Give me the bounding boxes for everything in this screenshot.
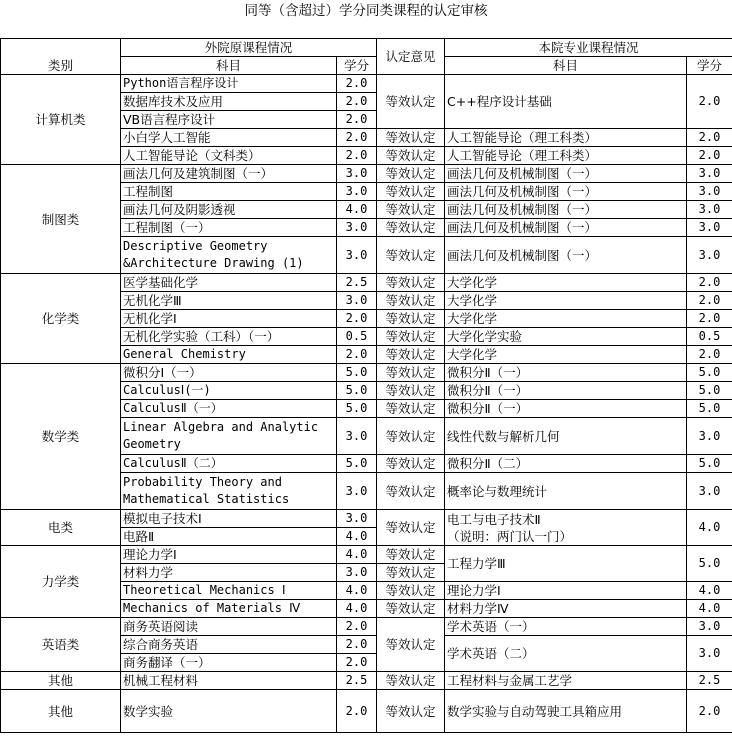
internal-course-cell: 人工智能导论（理工科类） — [445, 129, 687, 147]
external-course-cell: 数据库技术及应用 — [121, 93, 337, 111]
external-course-cell: 商务翻译（一） — [121, 654, 337, 672]
external-course-cell: Probability Theory and Mathematical Statistics — [121, 473, 337, 510]
external-course-cell: 工程制图（一） — [121, 219, 337, 237]
external-course-cell: 人工智能导论（文科类） — [121, 147, 337, 165]
external-group-header: 外院原课程情况 — [121, 39, 377, 57]
internal-course-note: （说明：两门认一门） — [447, 528, 573, 544]
opinion-cell: 等效认定 — [377, 129, 445, 147]
internal-course-cell: 大学化学 — [445, 310, 687, 328]
opinion-cell: 等效认定 — [377, 546, 445, 564]
external-course-cell: 数学实验 — [121, 690, 337, 733]
external-credit-cell: 2.0 — [337, 129, 377, 147]
opinion-cell: 等效认定 — [377, 510, 445, 546]
opinion-cell: 等效认定 — [377, 364, 445, 382]
opinion-cell: 等效认定 — [377, 473, 445, 510]
internal-credit-cell: 3.0 — [687, 183, 732, 201]
external-course-cell: General Chemistry — [121, 346, 337, 364]
external-course-cell: 机械工程材料 — [121, 672, 337, 690]
external-credit-cell: 0.5 — [337, 328, 377, 346]
opinion-cell: 等效认定 — [377, 418, 445, 455]
external-credit-cell: 5.0 — [337, 455, 377, 473]
internal-course-cell: 学术英语（一） — [445, 618, 687, 636]
internal-course-cell: 画法几何及机械制图（一） — [445, 219, 687, 237]
internal-credit-cell: 3.0 — [687, 618, 732, 636]
internal-credit-header: 学分 — [687, 57, 732, 75]
external-course-cell: 微积分Ⅰ（一） — [121, 364, 337, 382]
internal-credit-cell: 3.0 — [687, 473, 732, 510]
external-credit-cell: 3.0 — [337, 292, 377, 310]
internal-course-cell: 微积分Ⅱ（一） — [445, 382, 687, 400]
external-course-cell: 画法几何及阴影透视 — [121, 201, 337, 219]
external-credit-cell: 4.0 — [337, 528, 377, 546]
internal-credit-cell: 3.0 — [687, 165, 732, 183]
internal-credit-cell: 2.5 — [687, 672, 732, 690]
opinion-cell: 等效认定 — [377, 219, 445, 237]
opinion-cell: 等效认定 — [377, 455, 445, 473]
external-course-cell: 无机化学实验（工科）（一） — [121, 328, 337, 346]
external-course-cell: Descriptive Geometry &Architecture Drawing (1) — [121, 237, 337, 274]
internal-course-cell: 微积分Ⅱ（一） — [445, 400, 687, 418]
internal-credit-cell: 2.0 — [687, 310, 732, 328]
internal-credit-cell: 5.0 — [687, 455, 732, 473]
external-credit-cell: 3.0 — [337, 219, 377, 237]
blank-header-cell — [1, 39, 121, 57]
external-credit-cell: 2.0 — [337, 147, 377, 165]
sheet-title: 同等（含超过）学分同类课程的认定审核 — [244, 3, 488, 19]
internal-course-cell: 画法几何及机械制图（一） — [445, 201, 687, 219]
internal-credit-cell: 5.0 — [687, 382, 732, 400]
external-credit-cell: 2.0 — [337, 690, 377, 733]
category-cell: 制图类 — [1, 165, 121, 274]
external-credit-cell: 5.0 — [337, 364, 377, 382]
category-cell: 电类 — [1, 510, 121, 546]
internal-course-cell: 工程力学Ⅲ — [445, 546, 687, 582]
external-credit-cell: 4.0 — [337, 201, 377, 219]
external-credit-cell: 3.0 — [337, 418, 377, 455]
opinion-cell: 等效认定 — [377, 165, 445, 183]
category-cell: 化学类 — [1, 274, 121, 364]
internal-course-cell: 微积分Ⅱ（一） — [445, 364, 687, 382]
external-credit-header: 学分 — [337, 57, 377, 75]
internal-credit-cell: 2.0 — [687, 292, 732, 310]
external-credit-cell: 2.0 — [337, 618, 377, 636]
opinion-cell: 等效认定 — [377, 75, 445, 129]
internal-credit-cell: 3.0 — [687, 636, 732, 672]
external-credit-cell: 2.0 — [337, 346, 377, 364]
internal-course-cell: C++程序设计基础 — [445, 75, 687, 129]
external-course-cell: 电路Ⅱ — [121, 528, 337, 546]
opinion-cell: 等效认定 — [377, 292, 445, 310]
internal-course-name: 电工与电子技术Ⅱ — [447, 511, 541, 527]
internal-credit-cell: 0.5 — [687, 328, 732, 346]
opinion-cell: 等效认定 — [377, 600, 445, 618]
external-course-cell: 医学基础化学 — [121, 274, 337, 292]
internal-course-cell: 微积分Ⅱ（二） — [445, 455, 687, 473]
opinion-cell: 等效认定 — [377, 690, 445, 733]
external-subject-header: 科目 — [121, 57, 337, 75]
external-credit-cell: 5.0 — [337, 400, 377, 418]
opinion-cell: 等效认定 — [377, 201, 445, 219]
external-credit-cell: 4.0 — [337, 546, 377, 564]
opinion-cell: 等效认定 — [377, 183, 445, 201]
internal-credit-cell: 4.0 — [687, 582, 732, 600]
opinion-cell: 等效认定 — [377, 310, 445, 328]
internal-course-cell: 概率论与数理统计 — [445, 473, 687, 510]
opinion-cell: 等效认定 — [377, 582, 445, 600]
internal-credit-cell: 3.0 — [687, 201, 732, 219]
external-credit-cell: 3.0 — [337, 165, 377, 183]
internal-credit-cell: 4.0 — [687, 600, 732, 618]
external-credit-cell: 4.0 — [337, 600, 377, 618]
category-header: 类别 — [1, 57, 121, 75]
category-cell: 力学类 — [1, 546, 121, 618]
internal-credit-cell: 5.0 — [687, 546, 732, 582]
opinion-cell: 等效认定 — [377, 382, 445, 400]
opinion-header: 认定意见 — [377, 39, 445, 75]
internal-credit-cell: 5.0 — [687, 364, 732, 382]
course-equivalence-table — [0, 38, 732, 733]
external-credit-cell: 3.0 — [337, 237, 377, 274]
internal-credit-cell: 2.0 — [687, 690, 732, 733]
internal-course-cell: 数学实验与自动驾驶工具箱应用 — [445, 690, 687, 733]
internal-credit-cell: 2.0 — [687, 129, 732, 147]
opinion-cell: 等效认定 — [377, 618, 445, 672]
external-credit-cell: 2.0 — [337, 111, 377, 129]
internal-credit-cell: 3.0 — [687, 418, 732, 455]
external-credit-cell: 2.5 — [337, 672, 377, 690]
internal-course-cell: 学术英语（二） — [445, 636, 687, 672]
internal-course-cell: 线性代数与解析几何 — [445, 418, 687, 455]
internal-course-cell: 理论力学Ⅰ — [445, 582, 687, 600]
opinion-cell: 等效认定 — [377, 147, 445, 165]
category-cell: 英语类 — [1, 618, 121, 672]
internal-course-cell: 大学化学 — [445, 274, 687, 292]
internal-course-cell: 材料力学Ⅳ — [445, 600, 687, 618]
internal-credit-cell: 3.0 — [687, 237, 732, 274]
internal-course-cell: 大学化学实验 — [445, 328, 687, 346]
internal-course-cell: 工程材料与金属工艺学 — [445, 672, 687, 690]
external-credit-cell: 2.5 — [337, 274, 377, 292]
category-cell: 计算机类 — [1, 75, 121, 165]
external-credit-cell: 4.0 — [337, 582, 377, 600]
external-course-cell: 工程制图 — [121, 183, 337, 201]
opinion-cell: 等效认定 — [377, 400, 445, 418]
internal-group-header: 本院专业课程情况 — [445, 39, 732, 57]
external-credit-cell: 2.0 — [337, 636, 377, 654]
external-course-cell: VB语言程序设计 — [121, 111, 337, 129]
external-course-cell: CalculusⅡ（一） — [121, 400, 337, 418]
external-course-cell: 理论力学Ⅰ — [121, 546, 337, 564]
internal-subject-header: 科目 — [445, 57, 687, 75]
external-course-cell: CalculusⅠ(一) — [121, 382, 337, 400]
opinion-cell: 等效认定 — [377, 274, 445, 292]
internal-credit-cell: 2.0 — [687, 147, 732, 165]
internal-course-cell — [445, 510, 687, 546]
external-course-cell: 模拟电子技术Ⅰ — [121, 510, 337, 528]
external-course-cell: Linear Algebra and Analytic Geometry — [121, 418, 337, 455]
opinion-cell: 等效认定 — [377, 328, 445, 346]
internal-credit-cell: 5.0 — [687, 400, 732, 418]
internal-course-cell: 画法几何及机械制图（一） — [445, 165, 687, 183]
external-course-cell: 材料力学 — [121, 564, 337, 582]
external-credit-cell: 2.0 — [337, 75, 377, 93]
external-credit-cell: 2.0 — [337, 93, 377, 111]
external-credit-cell: 5.0 — [337, 382, 377, 400]
external-course-cell: 画法几何及建筑制图（一） — [121, 165, 337, 183]
external-course-cell: 商务英语阅读 — [121, 618, 337, 636]
internal-course-cell: 画法几何及机械制图（一） — [445, 183, 687, 201]
internal-course-cell: 大学化学 — [445, 346, 687, 364]
category-cell: 其他 — [1, 690, 121, 733]
external-course-cell: 无机化学Ⅰ — [121, 310, 337, 328]
external-course-cell: Theoretical Mechanics Ⅰ — [121, 582, 337, 600]
external-credit-cell: 3.0 — [337, 564, 377, 582]
external-credit-cell: 3.0 — [337, 473, 377, 510]
internal-course-cell: 大学化学 — [445, 292, 687, 310]
internal-credit-cell: 3.0 — [687, 219, 732, 237]
external-credit-cell: 2.0 — [337, 310, 377, 328]
opinion-cell: 等效认定 — [377, 346, 445, 364]
internal-course-cell: 画法几何及机械制图（一） — [445, 237, 687, 274]
external-course-cell: 无机化学Ⅲ — [121, 292, 337, 310]
external-course-cell: 综合商务英语 — [121, 636, 337, 654]
external-credit-cell: 2.0 — [337, 654, 377, 672]
external-credit-cell: 3.0 — [337, 510, 377, 528]
internal-course-cell: 人工智能导论（理工科类） — [445, 147, 687, 165]
internal-credit-cell: 4.0 — [687, 510, 732, 546]
opinion-cell: 等效认定 — [377, 564, 445, 582]
internal-credit-cell: 2.0 — [687, 75, 732, 129]
external-course-cell: Python语言程序设计 — [121, 75, 337, 93]
internal-credit-cell: 2.0 — [687, 346, 732, 364]
external-credit-cell: 3.0 — [337, 183, 377, 201]
internal-credit-cell: 2.0 — [687, 274, 732, 292]
category-cell: 数学类 — [1, 364, 121, 510]
external-course-cell: CalculusⅡ（二） — [121, 455, 337, 473]
external-course-cell: Mechanics of Materials Ⅳ — [121, 600, 337, 618]
opinion-cell: 等效认定 — [377, 237, 445, 274]
external-course-cell: 小白学人工智能 — [121, 129, 337, 147]
category-cell: 其他 — [1, 672, 121, 690]
opinion-cell: 等效认定 — [377, 672, 445, 690]
